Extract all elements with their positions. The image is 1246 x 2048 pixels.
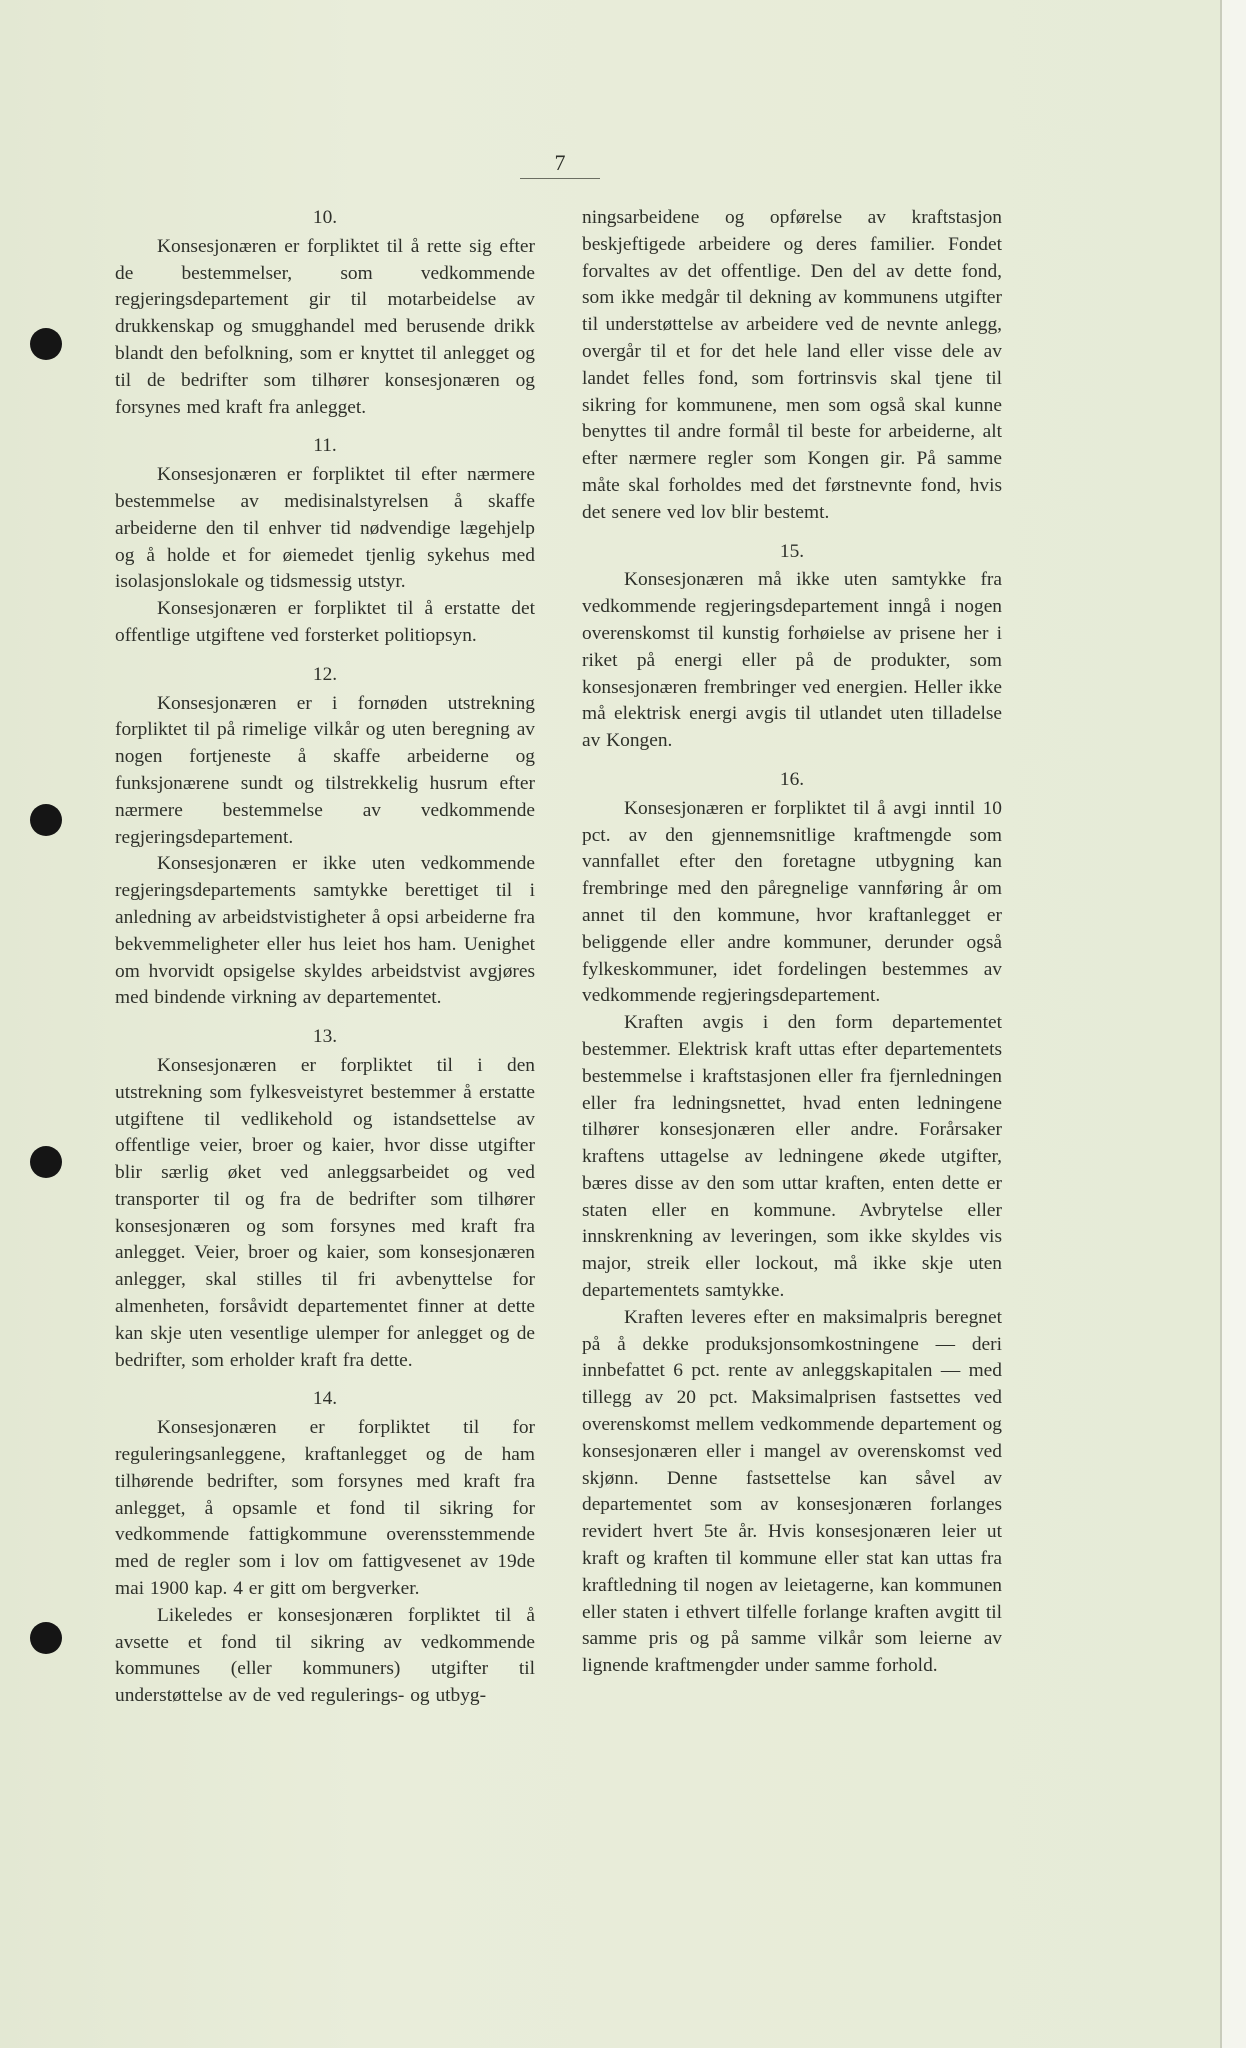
paragraph: Kraften avgis i den form departementet bestemmer. Elektrisk kraft uttas efter departementets bestemmelse i kraftstasjonen eller fra fjernledningen eller fra ledningsnettet, hvad enten ledningene tilhører konsesjonæren eller andre. Forårsaker kraftens uttagelse av ledningene økede utgifter, bæres disse av den som uttar kraften, enten dette er staten eller en kommune. Avbrytelse eller innskrenkning av leveringen, som ikke skyldes vis major, streik eller lockout, må ikke skje uten departementets samtykke. <box>582 1012 1002 1302</box>
punch-hole <box>30 1146 62 1178</box>
section-heading: 10. <box>312 207 338 228</box>
punch-hole <box>30 328 62 360</box>
section-15 <box>582 539 1002 755</box>
page-number-rule <box>520 178 600 179</box>
section-13 <box>115 1024 535 1374</box>
section-14 <box>115 1386 535 1710</box>
paragraph: Konsesjonæren er forpliktet til å rette sig efter de bestemmelser, som vedkommende regjeringsdepartement gir til motarbeidelse av drukkenskap og smugghandel med berusende drikk blandt den befolkning, som er knyttet til anlegget og til de bedrifter som tilhører konsesjonæren og forsynes med kraft fra anlegget. <box>115 235 535 418</box>
paragraph-continuation: ningsarbeidene og opførelse av kraftstasjon beskjeftigede arbeidere og deres familier. Fondet forvaltes av det offentlige. Den del av dette fond, som ikke medgår til dekning av kommunens utgifter til understøttelse av arbeidere ved de nevnte anlegg, overgår til et for det hele land eller visse dele av landet felles fond, som fortrinsvis skal tjene til sikring for kommunene, men som også skal kunne benyttes til andre formål til beste for arbeiderne, alt efter nærmere regler som Kongen gir. På samme måte skal forholdes med det førstnevnte fond, hvis det senere ved lov blir bestemt. <box>582 207 1002 523</box>
paragraph: Konsesjonæren er forpliktet til efter nærmere bestemmelse av medisinalstyrelsen å skaffe arbeiderne den til enhver tid nødvendige lægehjelp og å holde et for øiemedet tjenlig sykehus med isolasjonslokale og tidsmessig utstyr. <box>115 464 535 593</box>
section-heading: 16. <box>779 768 805 790</box>
punch-hole <box>30 1622 62 1654</box>
left-column <box>115 205 535 1710</box>
section-12 <box>115 662 535 1012</box>
page-number: 7 <box>554 150 566 175</box>
paragraph: Konsesjonæren er forpliktet til i den utstrekning som fylkesveistyret bestemmer å erstatte utgiftene til vedlikehold og istandsettelse av offentlige veier, broer og kaier, hvor disse utgifter blir særlig øket ved anleggsarbeidet og ved transporter til og fra de bedrifter som tilhører konsesjonæren og som forsynes med kraft fra anlegget. Veier, broer og kaier, som konsesjonæren anlegger, skal stilles til fri avbenyttelse for almenheten, forsåvidt departementet finner at dette kan skje uten vesentlige ulemper for anlegget og de bedrifter, som erholder kraft fra dette. <box>115 1054 535 1371</box>
paragraph: Kraften leveres efter en maksimalpris beregnet på å dekke produksjonsomkostningene — deri innbefattet 6 pct. rente av anleggskapitalen — med tillegg av 20 pct. Maksimalprisen fastsettes ved overenskomst mellem vedkommende departement og konsesjonæren eller i mangel av overenskomst ved skjønn. Denne fastsettelse kan såvel av departementet som av konsesjonæren forlanges revidert hvert 5te år. Hvis konsesjonæren leier ut kraft og kraften til kommune eller stat kan uttas fra kraftledning til nogen av leietagerne, kan kommunen eller staten i ethvert tilfelle forlange kraften avgitt til samme pris og på samme vilkår som leierne av lignende kraftmengder under samme forhold. <box>582 1306 1002 1677</box>
paragraph: Likeledes er konsesjonæren forpliktet til å avsette et fond til sikring av vedkommende kommunes (eller kommuners) utgifter til understøttelse av de ved regulerings- og utbyg- <box>115 1604 535 1707</box>
section-10 <box>115 205 535 421</box>
page-edge <box>1220 0 1246 2048</box>
paragraph: Konsesjonæren er forpliktet til å avgi inntil 10 pct. av den gjennemsnitlige kraftmengde som vannfallet efter den foretagne utbygning kan frembringe med den påregnelige vannføring år om annet til den kommune, hvor kraftanlegget er beliggende eller andre kommuner, derunder også fylkeskommuner, idet fordelingen bestemmes av vedkommende regjeringsdepartement. <box>582 797 1002 1007</box>
punch-hole <box>30 804 62 836</box>
paragraph: Konsesjonæren må ikke uten samtykke fra vedkommende regjeringsdepartement inngå i nogen overenskomst til kunstig forhøielse av prisene her i riket på energi eller på de produkter, som konsesjonæren frembringer ved energien. Heller ikke må elektrisk energi avgis til utlandet uten tilladelse av Kongen. <box>582 569 1002 752</box>
section-heading: 15. <box>779 540 805 562</box>
section-11 <box>115 433 535 649</box>
section-heading: 13. <box>312 1026 338 1048</box>
paragraph: Konsesjonæren er forpliktet til å erstatte det offentlige utgiftene ved forsterket politiopsyn. <box>115 598 535 646</box>
right-column <box>582 205 1002 1680</box>
section-heading: 12. <box>312 663 338 685</box>
section-heading: 14. <box>312 1388 338 1410</box>
paragraph: Konsesjonæren er forpliktet til for reguleringsanleggene, kraftanlegget og de ham tilhørende bedrifter, som forsynes med kraft fra anlegget, å opsamle et fond til sikring for vedkommende fattigkommune overensstemmende med de regler som i lov om fattigvesenet av 19de mai 1900 kap. 4 er gitt om bergverker. <box>115 1417 535 1600</box>
paragraph: Konsesjonæren er ikke uten vedkommende regjeringsdepartements samtykke berettiget til i anledning av arbeidstvistigheter å opsi arbeiderne fra bekvemmeligheter eller hus leiet hos ham. Uenighet om hvorvidt opsigelse skyldes arbeidstvist avgjøres med bindende virkning av departementet. <box>115 853 535 1009</box>
section-16 <box>582 767 1002 1680</box>
section-heading: 11. <box>313 435 337 457</box>
paragraph: Konsesjonæren er i fornøden utstrekning forpliktet til på rimelige vilkår og uten beregning av nogen fortjeneste å skaffe arbeiderne og funksjonærene sundt og tilstrekkelig husrum efter nærmere bestemmelse av vedkommende regjeringsdepartement. <box>115 692 535 848</box>
